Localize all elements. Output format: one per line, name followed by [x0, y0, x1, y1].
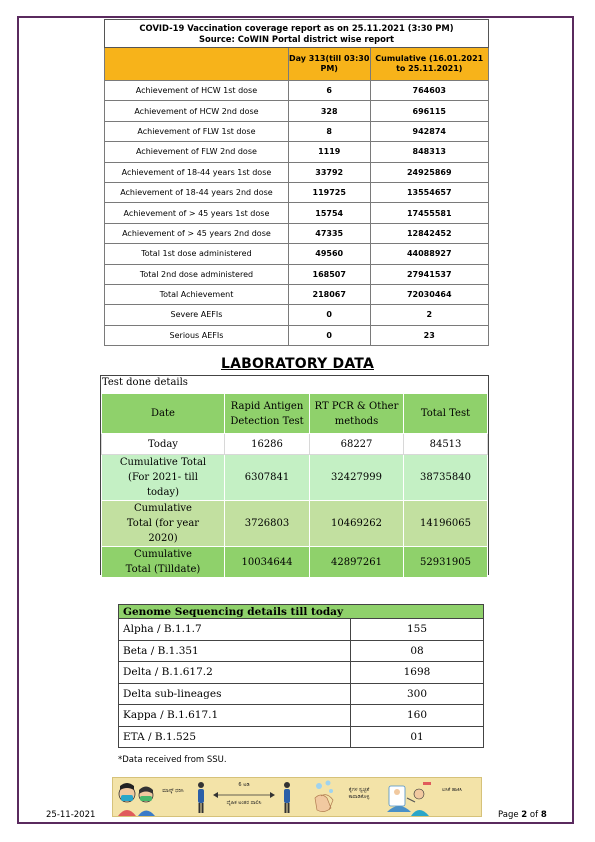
header-day: Day 313(till 03:30 PM) [288, 48, 370, 81]
lab-header-rat: Rapid Antigen Detection Test [225, 394, 310, 434]
banner-mask-text: ಮಾಸ್ಕ್ ಧರಿಸಿ [162, 788, 184, 794]
person-right-icon [279, 778, 295, 816]
footer-date: 25-11-2021 [46, 810, 96, 820]
table-row: Cumulative Total (Tilldate) 10034644 42897261 52931905 [102, 547, 488, 578]
banner-distance-top: 6 ಅಡಿ [238, 782, 250, 788]
table-row: Total Achievement 218067 72030464 [105, 284, 489, 304]
table-row: Achievement of > 45 years 2nd dose 47335 12842452 [105, 223, 489, 243]
table-row: Achievement of FLW 2nd dose 1119 848313 [105, 142, 489, 162]
banner-distance-text: ದೈಹಿಕ ಅಂತರ ಪಾಲಿಸಿ [226, 800, 262, 806]
table-row: ETA / B.1.525 01 [119, 726, 484, 748]
table-row: Kappa / B.1.617.1 160 [119, 705, 484, 727]
table-row: Achievement of FLW 1st dose 8 942874 [105, 121, 489, 141]
table-row: Cumulative Total (For 2021- till today) 6307841 32427999 38735840 [102, 455, 488, 501]
lab-header-date: Date [102, 394, 225, 434]
lab-header-total: Total Test [404, 394, 488, 434]
laboratory-subheading: Test done details [102, 377, 188, 388]
vaccination-icon [385, 778, 435, 816]
vaccination-table [104, 19, 489, 346]
genome-heading: Genome Sequencing details till today [119, 605, 484, 619]
table-row: Serious AEFIs 0 23 [105, 325, 489, 345]
laboratory-table [101, 393, 488, 578]
banner-handwash-text: ಕೈಗಳ ಸ್ವಚ್ಛತೆ ಕಾಪಾಡಿಕೊಳ್ಳಿ [348, 787, 370, 800]
lab-header-rtpcr: RT PCR & Other methods [310, 394, 404, 434]
table-row: Delta / B.1.617.2 1698 [119, 662, 484, 684]
vaccination-title: COVID-19 Vaccination coverage report as on 25.11.2021 (3:30 PM) Source: CoWIN Portal district wise report [105, 20, 489, 48]
table-row: Total 2nd dose administered 168507 27941537 [105, 264, 489, 284]
table-row: Cumulative Total (for year 2020) 3726803 10469262 14196065 [102, 501, 488, 547]
table-row: Achievement of 18-44 years 1st dose 33792 24925869 [105, 162, 489, 182]
genome-table [118, 604, 484, 748]
table-row: Today 16286 68227 84513 [102, 434, 488, 455]
table-row: Severe AEFIs 0 2 [105, 305, 489, 325]
mask-people-icon [115, 778, 159, 816]
data-note: *Data received from SSU. [118, 755, 227, 765]
banner-vaccinate-text: ಲಸಿಕೆ ಹಾಕಿಸಿ [441, 787, 463, 793]
distance-arrow-icon [213, 791, 275, 799]
header-cumulative: Cumulative (16.01.2021 to 25.11.2021) [370, 48, 489, 81]
person-left-icon [193, 778, 209, 816]
table-row: Achievement of > 45 years 1st dose 15754 17455581 [105, 203, 489, 223]
table-row: Delta sub-lineages 300 [119, 683, 484, 705]
vaccination-header-blank [105, 48, 289, 81]
handwash-icon [309, 778, 339, 816]
table-row: Achievement of 18-44 years 2nd dose 119725 13554657 [105, 182, 489, 202]
awareness-banner [112, 777, 482, 817]
table-row: Achievement of HCW 1st dose 6 764603 [105, 81, 489, 101]
table-row: Total 1st dose administered 49560 44088927 [105, 244, 489, 264]
footer-page-number: Page 2 of 8 [498, 810, 547, 820]
table-row: Beta / B.1.351 08 [119, 640, 484, 662]
laboratory-heading: LABORATORY DATA [220, 356, 374, 372]
table-row: Alpha / B.1.1.7 155 [119, 619, 484, 641]
table-row: Achievement of HCW 2nd dose 328 696115 [105, 101, 489, 121]
